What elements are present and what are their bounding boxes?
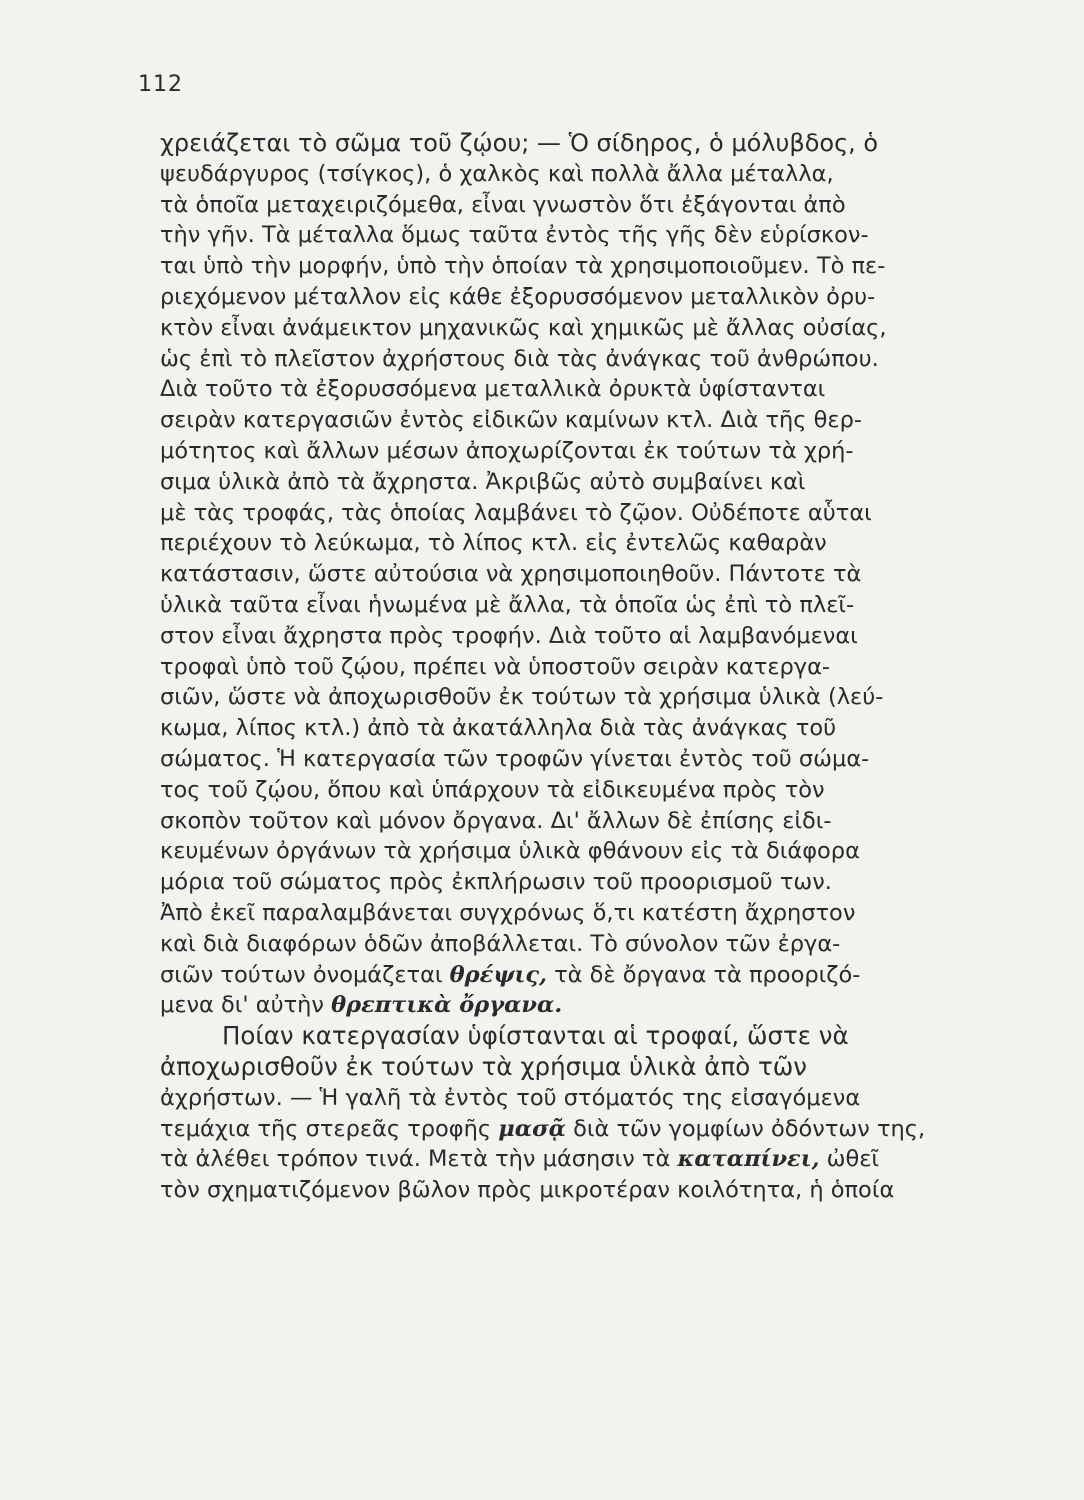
text-line: στον εἶναι ἄχρηστα πρὸς τροφήν. Διὰ τοῦτο αἱ λαμβανόμεναι xyxy=(160,622,858,649)
term-masa: μασᾷ xyxy=(498,1115,566,1142)
text-line: τος τοῦ ζῴου, ὅπου καὶ ὑπάρχουν τὰ εἰδικευμένα πρὸς τὸν xyxy=(160,776,825,803)
text-line: σειρὰν κατεργασιῶν ἐντὸς εἰδικῶν καμίνων κτλ. Διὰ τῆς θερ- xyxy=(160,407,862,434)
text-line: τὰ ὁποῖα μεταχειριζόμεθα, εἶναι γνωστὸν ὅτι ἐξάγονται ἀπὸ xyxy=(160,191,846,218)
text-line: σιμα ὑλικὰ ἀπὸ τὰ ἄχρηστα. Ἀκριβῶς αὐτὸ συμβαίνει καὶ xyxy=(160,468,806,495)
section-heading-line: Ποίαν κατεργασίαν ὑφίστανται αἱ τροφαί, ὥστε νὰ xyxy=(222,1021,849,1051)
term-threptika: θρεπτικὰ ὄργανα. xyxy=(331,992,563,1019)
text-line: ἀχρήστων. — Ἡ γαλῆ τὰ ἐντὸς τοῦ στόματός της εἰσαγόμενα xyxy=(160,1084,861,1111)
text-line: Ἀπὸ ἐκεῖ παραλαμβάνεται συγχρόνως ὅ,τι κατέστη ἄχρηστον xyxy=(160,899,856,926)
text-line: ὑλικὰ ταῦτα εἶναι ἡνωμένα μὲ ἄλλα, τὰ ὁποῖα ὡς ἐπὶ τὸ πλεῖ- xyxy=(160,591,855,618)
text-line: σιῶν, ὥστε νὰ ἀποχωρισθοῦν ἐκ τούτων τὰ χρήσιμα ὑλικὰ (λεύ- xyxy=(160,684,884,711)
text-segment: τὰ δὲ ὄργανα τὰ προοριζό- xyxy=(554,961,861,988)
text-segment: μενα δι' αὐτὴν xyxy=(160,992,324,1019)
text-line: ται ὑπὸ τὴν μορφήν, ὑπὸ τὴν ὁποίαν τὰ χρησιμοποιοῦμεν. Τὸ πε- xyxy=(160,253,886,280)
text-line xyxy=(160,1114,1040,1145)
text-segment: τεμάχια τῆς στερεᾶς τροφῆς xyxy=(160,1115,492,1142)
body-text xyxy=(160,128,1040,1206)
text-line: κατάστασιν, ὥστε αὐτούσια νὰ χρησιμοποιηθοῦν. Πάντοτε τὰ xyxy=(160,561,862,588)
text-line: ὡς ἐπὶ τὸ πλεῖστον ἀχρήστους διὰ τὰς ἀνάγκας τοῦ ἀνθρώπου. xyxy=(160,345,879,372)
text-line: μότητος καὶ ἄλλων μέσων ἀποχωρίζονται ἐκ τούτων τὰ χρή- xyxy=(160,437,854,464)
text-segment: σιῶν τούτων ὀνομάζεται xyxy=(160,961,443,988)
text-line: κτὸν εἶναι ἀνάμεικτον μηχανικῶς καὶ χημικῶς μὲ ἄλλας οὐσίας, xyxy=(160,314,887,341)
text-segment: ὠθεῖ xyxy=(826,1146,879,1173)
page-number: 112 xyxy=(138,72,183,97)
text-line: ριεχόμενον μέταλλον εἰς κάθε ἐξορυσσόμενον μεταλλικὸν ὀρυ- xyxy=(160,283,876,310)
text-line xyxy=(160,960,1040,991)
section-heading-line: ἀποχωρισθοῦν ἐκ τούτων τὰ χρήσιμα ὑλικὰ ἀπὸ τῶν xyxy=(160,1051,807,1081)
text-line: καὶ διὰ διαφόρων ὁδῶν ἀποβάλλεται. Τὸ σύνολον τῶν ἐργα- xyxy=(160,930,841,957)
text-line xyxy=(160,1144,1040,1175)
text-line: χρειάζεται τὸ σῶμα τοῦ ζῴου; — Ὁ σίδηρος, ὁ μόλυβδος, ὁ xyxy=(160,129,879,157)
text-line: περιέχουν τὸ λεύκωμα, τὸ λίπος κτλ. εἰς ἐντελῶς καθαρὰν xyxy=(160,530,827,557)
text-line: σκοπὸν τοῦτον καὶ μόνον ὄργανα. Δι' ἄλλων δὲ ἐπίσης εἰδι- xyxy=(160,807,832,834)
text-line: μὲ τὰς τροφάς, τὰς ὁποίας λαμβάνει τὸ ζῷον. Οὐδέποτε αὗται xyxy=(160,499,872,526)
text-line: κευμένων ὀργάνων τὰ χρήσιμα ὑλικὰ φθάνουν εἰς τὰ διάφορα xyxy=(160,838,860,865)
text-line: μόρια τοῦ σώματος πρὸς ἐκπλήρωσιν τοῦ προορισμοῦ των. xyxy=(160,869,832,896)
text-line: ψευδάργυρος (τσίγκος), ὁ χαλκὸς καὶ πολλὰ ἄλλα μέταλλα, xyxy=(160,160,834,187)
text-line: τὸν σχηματιζόμενον βῶλον πρὸς μικροτέραν κοιλότητα, ἡ ὁποία xyxy=(160,1177,895,1204)
text-segment: διὰ τῶν γομφίων ὀδόντων της, xyxy=(573,1115,926,1142)
term-threpsis: θρέψις, xyxy=(449,961,547,988)
text-line xyxy=(160,990,1040,1021)
text-segment: τὰ ἀλέθει τρόπον τινά. Μετὰ τὴν μάσησιν τὰ xyxy=(160,1146,671,1173)
text-line: σώματος. Ἡ κατεργασία τῶν τροφῶν γίνεται ἐντὸς τοῦ σώμα- xyxy=(160,745,870,772)
text-line: Διὰ τοῦτο τὰ ἐξορυσσόμενα μεταλλικὰ ὀρυκτὰ ὑφίστανται xyxy=(160,376,826,403)
term-katapinei: καταπίνει, xyxy=(677,1146,820,1173)
text-line: τροφαὶ ὑπὸ τοῦ ζῴου, πρέπει νὰ ὑποστοῦν σειρὰν κατεργα- xyxy=(160,653,831,680)
text-line: κωμα, λίπος κτλ.) ἀπὸ τὰ ἀκατάλληλα διὰ τὰς ἀνάγκας τοῦ xyxy=(160,715,837,742)
text-line: τὴν γῆν. Τὰ μέταλλα ὅμως ταῦτα ἐντὸς τῆς γῆς δὲν εὑρίσκον- xyxy=(160,222,869,249)
